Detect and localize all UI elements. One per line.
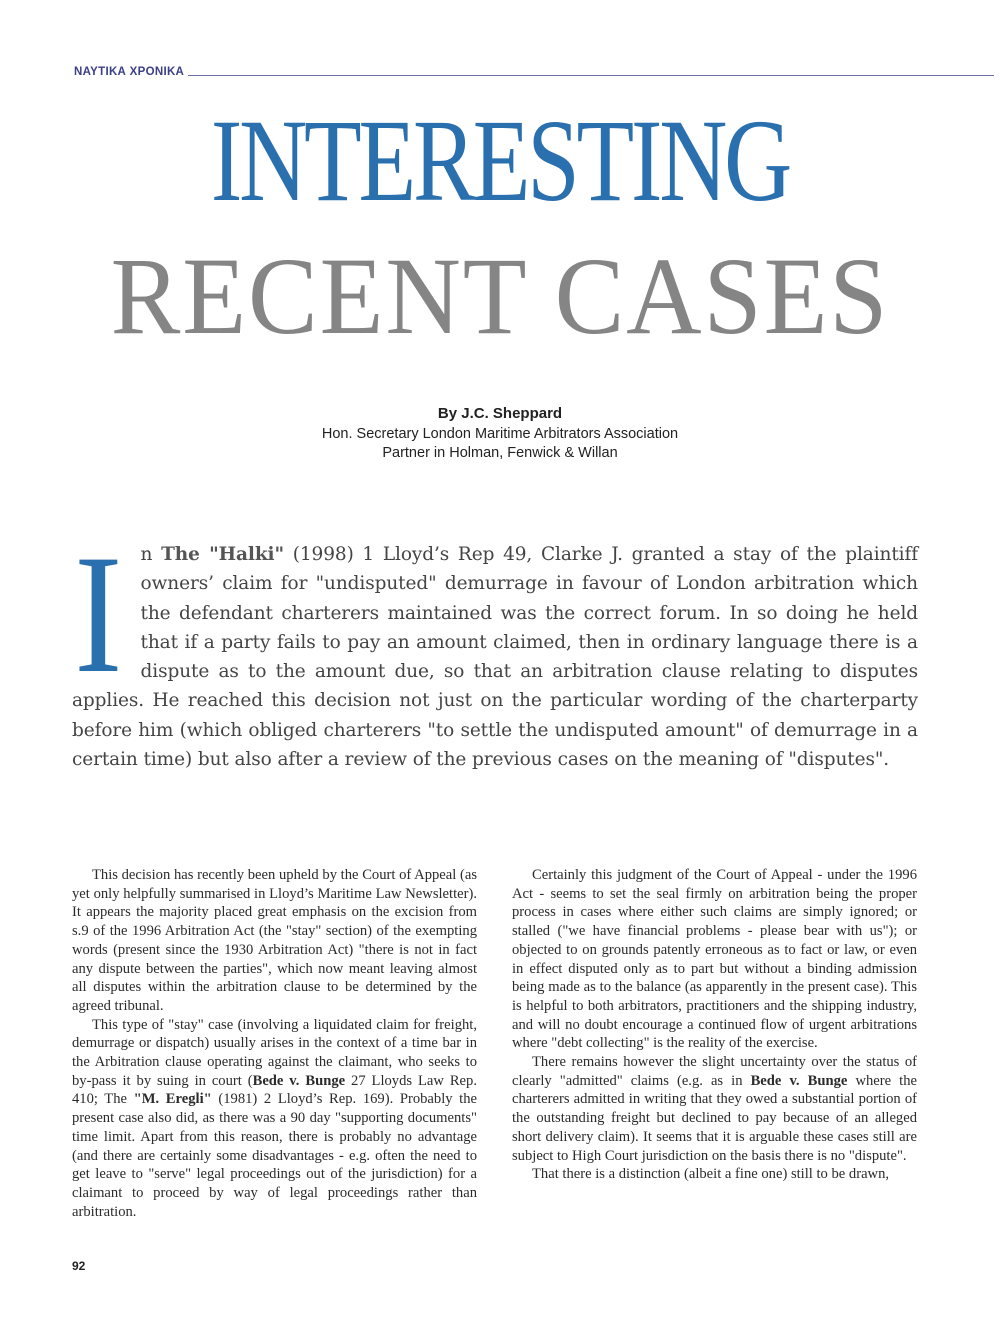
case-citation-bede-v-bunge-2: Bede v. Bunge [750,1072,848,1089]
right-paragraph-1: Certainly this judgment of the Court of Appeal - under the 1996 Act - seems to set the seal firmly on arbitration being the proper process in cases where either such claims are simply ignored; or stalled ("we have financial problems - please bear with us"); or objected to on grounds patently erroneous as to fact or law, or even in effect disputed only as to part but without a binding admission being made as to the balance (as apparently in the present case). This is helpful to both arbitrators, practitioners and the shipping industry, and will no doubt encourage a continued flow of urgent arbitrations where "debt collecting" is the reality of the exercise. [512,867,917,1052]
page-number: 92 [72,1259,86,1273]
intro-case-name: The "Halki" [161,544,285,565]
left-p2-text-c: (1981) 2 Lloyd’s Rep. 169). Probably the present case also did, as there was a 90 day "supporting documents" time limit. Apart from this reason, there is probably no advantage (and there are certainly some disadvantages - e.g. often the need to get leave to "serve" legal proceedings out of the jurisdiction) for a claimant to proceed by way of legal proceedings rather than arbitration. [72,1091,478,1220]
publication-label: ΝΑΥΤΙΚΑ ΧΡΟΝΙΚΑ [74,66,185,78]
left-paragraph-1: This decision has recently been upheld by the Court of Appeal (as yet only helpfully summarised in Lloyd’s Maritime Law Newsletter). It appears the majority placed great emphasis on the excision from s.9 of the 1996 Arbitration Act (the "stay" section) of the exempting words (present since the 1930 Arbitration Act) "there is not in fact any dispute between the parties", which now meant leaving almost all disputes within the arbitration clause to be determined by the agreed tribunal. [72,867,477,1014]
left-p2-text-a: This type of "stay" case (involving a liquidated claim for freight, demurrage or dispatch) usually arises in the context of a time bar in the Arbitration clause operating against the claimant, who seeks to by-pass it by suing in court ( [72,1016,477,1089]
left-paragraph-2 [72,1016,477,1222]
byline [0,403,1000,463]
article-title-line-1: INTERESTING [210,95,790,226]
author-role-2: Partner in Holman, Fenwick & Willan [382,445,618,461]
drop-cap: I [74,520,123,708]
case-citation-m-eregli: "M. Eregli" [133,1091,212,1108]
left-p2-text-b: 27 Lloyds Law Rep. 410; The [72,1072,477,1108]
header-rule [188,75,994,76]
right-p2-text-b: where the charterers admitted in writing that they owed a substantial portion of the outstanding freight but declined to pay because of an alleged short delivery claim). It seems that it is arguable these cases still are subject to High Court jurisdiction on the basis there is no "dispute". [512,1072,917,1164]
article-title-line-2: RECENT CASES [110,235,890,357]
right-paragraph-2 [512,1053,917,1165]
running-header [0,66,1000,86]
intro-paragraph [72,520,918,774]
right-paragraph-3: That there is a distinction (albeit a fine one) still to be drawn, [532,1166,890,1183]
right-p2-text-a: There remains however the slight uncertainty over the status of clearly "admitted" claims (e.g. as in [512,1054,917,1089]
right-column [512,866,917,1184]
intro-text: (1998) 1 Lloyd’s Rep 49, Clarke J. granted a stay of the plaintiff owners’ claim for "undisputed" demurrage in favour of London arbitration which the defendant charterers maintained was the correct forum. In so doing he held that if a party fails to pay an amount claimed, then in ordinary language there is a dispute as to the amount due, so that an arbitration clause relating to disputes applies. He reached this decision not just on the particular wording of the charterparty before him (which obliged charterers "to settle the undisputed amount" of demurrage in a certain time) but also after a review of the previous cases on the meaning of "disputes". [72,544,918,771]
author-role-1: Hon. Secretary London Maritime Arbitrators Association [321,426,679,442]
author-name: By J.C. Sheppard [437,405,563,422]
case-citation-bede-v-bunge: Bede v. Bunge [252,1072,346,1089]
left-column [72,866,477,1221]
intro-pre: n [140,544,162,565]
